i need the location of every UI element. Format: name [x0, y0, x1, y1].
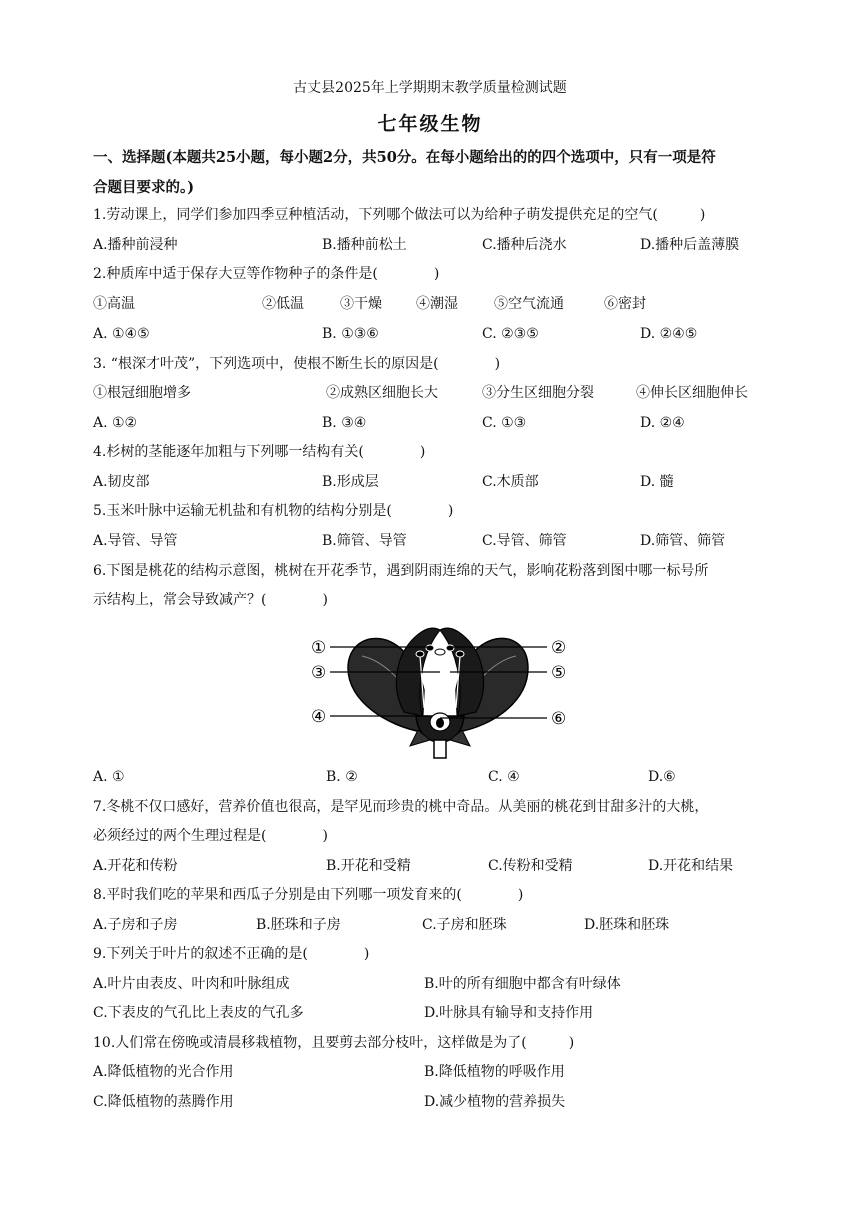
question-6-option-c: C. ④: [488, 769, 520, 785]
question-5-option-a: A.导管、导管: [93, 533, 178, 549]
question-7-stem-line1: 7.冬桃不仅口感好，营养价值也很高，是罕见而珍贵的桃中奇品。从美丽的桃花到甘甜多汁的大桃，: [93, 799, 709, 815]
question-1-option-b: B.播种前松土: [322, 237, 407, 253]
question-4-stem: 4.杉树的茎能逐年加粗与下列哪一结构有关( ): [93, 444, 426, 460]
question-6-stem-line2: 示结构上，常会导致减产？( ): [93, 592, 328, 608]
question-3-option-a: A. ①②: [93, 415, 138, 431]
question-1-stem: 1.劳动课上，同学们参加四季豆种植活动，下列哪个做法可以为给种子萌发提供充足的空气( ): [93, 207, 706, 223]
question-2-item-1: ①高温: [93, 296, 135, 312]
question-8-option-d: D.胚珠和胚珠: [584, 917, 670, 933]
figure-label-6: ⑥: [551, 709, 567, 729]
question-3-option-c: C. ①③: [482, 415, 527, 431]
question-1-option-c: C.播种后浇水: [482, 237, 567, 253]
question-4-option-c: C.木质部: [482, 474, 539, 490]
question-3-item-1: ①根冠细胞增多: [93, 385, 191, 401]
question-8-option-a: A.子房和子房: [93, 917, 178, 933]
figure-label-2: ②: [551, 638, 567, 658]
question-2-item-4: ④潮湿: [416, 296, 458, 312]
question-7-option-c: C.传粉和受精: [488, 858, 573, 874]
question-8-option-b: B.胚珠和子房: [256, 917, 341, 933]
question-7-option-b: B.开花和受精: [326, 858, 411, 874]
question-8-option-c: C.子房和胚珠: [422, 917, 507, 933]
question-5-option-c: C.导管、筛管: [482, 533, 567, 549]
question-4-option-a: A.韧皮部: [93, 474, 150, 490]
question-2-item-3: ③干燥: [340, 296, 382, 312]
question-3-option-d: D. ②④: [640, 415, 685, 431]
question-3-item-4: ④伸长区细胞伸长: [636, 385, 748, 401]
question-7-stem-line2: 必须经过的两个生理过程是( ): [93, 828, 328, 844]
question-9-option-c: C.下表皮的气孔比上表皮的气孔多: [93, 1005, 304, 1021]
figure-label-3: ③: [311, 663, 327, 683]
question-2-option-c: C. ②③⑤: [482, 326, 539, 342]
question-7-option-d: D.开花和结果: [648, 858, 734, 874]
page-title: 七年级生物: [377, 113, 483, 135]
figure-label-5: ⑤: [551, 663, 567, 683]
question-9-option-b: B.叶的所有细胞中都含有叶绿体: [424, 976, 621, 992]
question-10-stem: 10.人们常在傍晚或清晨移栽植物，且要剪去部分枝叶，这样做是为了( ): [93, 1035, 575, 1051]
figure-label-4: ④: [311, 707, 327, 727]
question-5-option-b: B.筛管、导管: [322, 533, 407, 549]
question-7-option-a: A.开花和传粉: [93, 858, 178, 874]
question-4-option-d: D. 髓: [640, 474, 674, 490]
question-10-option-c: C.降低植物的蒸腾作用: [93, 1094, 234, 1110]
question-1-option-a: A.播种前浸种: [93, 237, 178, 253]
section-heading-line2: 合题目要求的。): [93, 179, 195, 196]
question-8-stem: 8.平时我们吃的苹果和西瓜子分别是由下列哪一项发育来的( ): [93, 887, 524, 903]
peach-flower-diagram: [300, 620, 580, 760]
question-4-option-b: B.形成层: [322, 474, 379, 490]
question-2-option-b: B. ①③⑥: [322, 326, 379, 342]
question-2-option-a: A. ①④⑤: [93, 326, 150, 342]
question-6-stem-line1: 6.下图是桃花的结构示意图，桃树在开花季节，遇到阴雨连绵的天气，影响花粉落到图中哪一标号所: [93, 563, 709, 579]
flower-drawing: [348, 628, 528, 758]
question-6-option-b: B. ②: [326, 769, 358, 785]
question-9-stem: 9.下列关于叶片的叙述不正确的是( ): [93, 946, 370, 962]
figure-label-1: ①: [311, 638, 327, 658]
question-9-option-d: D.叶脉具有输导和支持作用: [424, 1005, 594, 1021]
question-3-stem: 3. “根深才叶茂”，下列选项中，使根不断生长的原因是( ): [93, 356, 501, 372]
question-2-item-6: ⑥密封: [604, 296, 646, 312]
question-10-option-d: D.减少植物的营养损失: [424, 1094, 566, 1110]
section-heading-line1: 一、选择题(本题共25小题，每小题2分，共50分。在每小题给出的的四个选项中，只有一项是符: [93, 149, 716, 166]
question-6-option-a: A. ①: [93, 769, 125, 785]
question-5-stem: 5.玉米叶脉中运输无机盐和有机物的结构分别是( ): [93, 503, 454, 519]
question-10-option-a: A.降低植物的光合作用: [93, 1064, 234, 1080]
question-5-option-d: D.筛管、筛管: [640, 533, 726, 549]
question-2-option-d: D. ②④⑤: [640, 326, 698, 342]
question-9-option-a: A.叶片由表皮、叶肉和叶脉组成: [93, 976, 290, 992]
question-10-option-b: B.降低植物的呼吸作用: [424, 1064, 565, 1080]
question-3-item-3: ③分生区细胞分裂: [482, 385, 594, 401]
school-line: 古丈县2025年上学期期末教学质量检测试题: [293, 80, 567, 96]
question-2-item-2: ②低温: [262, 296, 304, 312]
question-2-item-5: ⑤空气流通: [494, 296, 564, 312]
question-3-option-b: B. ③④: [322, 415, 367, 431]
question-1-option-d: D.播种后盖薄膜: [640, 237, 740, 253]
question-2-stem: 2.种质库中适于保存大豆等作物种子的条件是( ): [93, 266, 440, 282]
question-3-item-2: ②成熟区细胞长大: [326, 385, 438, 401]
question-6-option-d: D.⑥: [648, 769, 676, 785]
